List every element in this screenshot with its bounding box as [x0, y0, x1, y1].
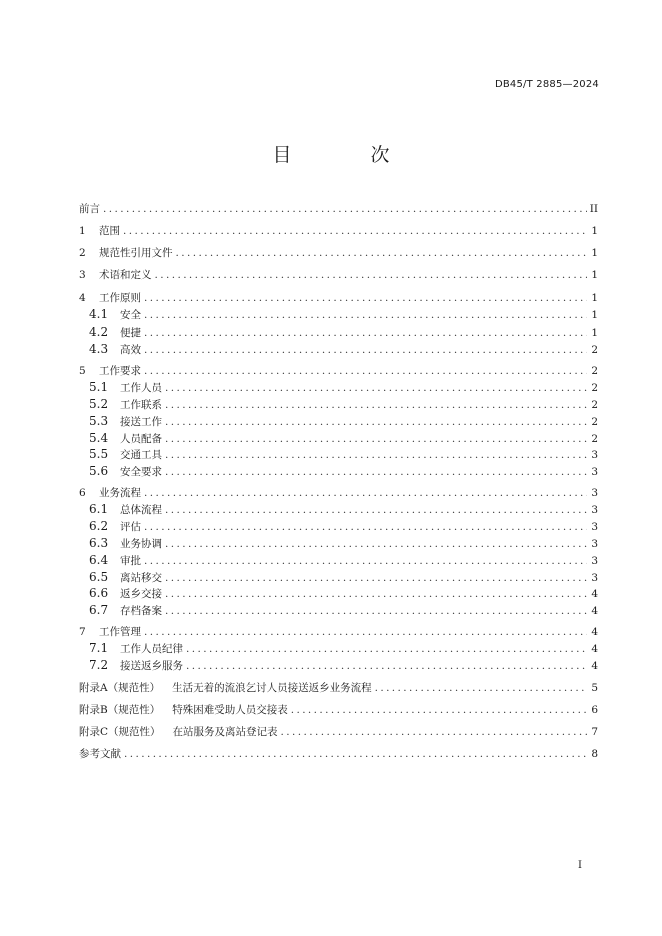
toc-entry-text: 评估: [120, 521, 141, 533]
toc-entry[interactable]: [79, 464, 598, 479]
toc-entry[interactable]: [79, 380, 598, 395]
dot-leader: [155, 269, 588, 281]
toc-entry-label: [79, 290, 141, 305]
toc-entry-number: 6.6: [89, 586, 109, 600]
toc-entry[interactable]: [79, 201, 598, 216]
toc-entry-text: 安全要求: [120, 466, 162, 478]
toc-entry-label: [79, 245, 173, 260]
toc-entry-number: 6: [79, 487, 86, 499]
toc-entry-text: 工作人员: [120, 382, 162, 394]
dot-leader: [186, 660, 587, 672]
toc-entry-text: 离站移交: [120, 572, 162, 584]
toc-entry-number: 5.1: [89, 380, 109, 394]
toc-entry-label: [79, 624, 141, 639]
toc-entry-label: [89, 658, 183, 673]
toc-entry[interactable]: [79, 586, 598, 601]
toc-entry[interactable]: [79, 553, 598, 568]
toc-entry-number: 6.1: [89, 502, 109, 516]
toc-entry-label: [79, 680, 372, 695]
toc-entry-number: 7.1: [89, 641, 109, 655]
toc-entry-page: 2: [591, 344, 598, 356]
toc-entry[interactable]: [79, 680, 598, 695]
toc-entry-number: 附录B（规范性）: [79, 704, 161, 716]
dot-leader: [144, 521, 587, 533]
toc-entry-label: [79, 223, 120, 238]
toc-entry[interactable]: [79, 658, 598, 673]
toc-entry-page: 2: [591, 382, 598, 394]
toc-entry[interactable]: [79, 746, 598, 761]
toc-entry-number: 5.2: [89, 397, 109, 411]
toc-entry-number: 6.2: [89, 519, 109, 533]
toc-entry-text: 范围: [99, 225, 120, 237]
toc-entry-number: 2: [79, 247, 86, 259]
toc-entry-label: [89, 397, 162, 412]
toc-entry-label: [89, 414, 162, 429]
toc-entry-number: 附录A（规范性）: [79, 682, 161, 694]
toc-entry-page: 3: [591, 466, 598, 478]
dot-leader: [144, 487, 587, 499]
toc-entry-label: [89, 447, 162, 462]
toc-entry-label: [89, 641, 183, 656]
toc-entry[interactable]: [79, 342, 598, 357]
dot-leader: [144, 309, 587, 321]
toc-entry-text: 总体流程: [120, 504, 162, 516]
toc-entry-text: 返乡交接: [120, 588, 162, 600]
toc-entry-number: 附录C（规范性）: [79, 726, 161, 738]
toc-entry-text: 生活无着的流浪乞讨人员接送返乡业务流程: [172, 682, 372, 694]
toc-entry-number: 6.4: [89, 553, 109, 567]
toc-entry-text: 存档备案: [120, 605, 162, 617]
toc-entry[interactable]: [79, 431, 598, 446]
toc-entry-label: [89, 325, 141, 340]
toc-entry-text: 参考文献: [79, 748, 121, 760]
toc-entry-number: 3: [79, 269, 86, 281]
toc-entry-page: 3: [591, 504, 598, 516]
dot-leader: [144, 626, 587, 638]
dot-leader: [144, 327, 587, 339]
toc-entry[interactable]: [79, 641, 598, 656]
toc-entry-number: 5.4: [89, 431, 109, 445]
toc-entry-page: 3: [591, 572, 598, 584]
toc-entry[interactable]: [79, 519, 598, 534]
document-code: DB45/T 2885—2024: [494, 79, 599, 90]
toc-entry-text: 术语和定义: [99, 269, 152, 281]
toc-title: 目 次: [272, 144, 420, 166]
toc-entry-text: 规范性引用文件: [99, 247, 173, 259]
toc-entry-number: 7.2: [89, 658, 109, 672]
toc-entry-label: [89, 519, 141, 534]
dot-leader: [144, 344, 587, 356]
toc-entry-text: 高效: [120, 344, 141, 356]
toc-entry-page: 2: [591, 365, 598, 377]
toc-entry[interactable]: [79, 603, 598, 618]
toc-entry[interactable]: [79, 536, 598, 551]
toc-entry-page: 1: [591, 225, 598, 237]
dot-leader: [281, 726, 587, 738]
toc-entry-text: 前言: [79, 203, 100, 215]
toc-entry-text: 工作管理: [99, 626, 141, 638]
toc-entry-page: 3: [591, 555, 598, 567]
toc-entry-label: [89, 342, 141, 357]
toc-entry-text: 审批: [120, 555, 141, 567]
toc-entry-label: [89, 553, 141, 568]
toc-entry-label: [79, 702, 288, 717]
toc-entry-text: 特殊困难受助人员交接表: [172, 704, 288, 716]
toc-entry-text: 交通工具: [120, 449, 162, 461]
toc-entry-page: 1: [591, 247, 598, 259]
toc-entry-label: [89, 502, 162, 517]
dot-leader: [165, 399, 587, 411]
toc-entry-label: [89, 570, 162, 585]
toc-entry[interactable]: [79, 624, 598, 639]
toc-entry-page: 4: [591, 605, 598, 617]
dot-leader: [165, 588, 587, 600]
toc-entry-text: 在站服务及离站登记表: [172, 726, 278, 738]
dot-leader: [375, 682, 587, 694]
toc-entry[interactable]: [79, 447, 598, 462]
toc-entry-page: 4: [591, 643, 598, 655]
toc-entry-page: 4: [591, 660, 598, 672]
toc-entry-label: [89, 431, 162, 446]
toc-entry-label: [79, 363, 141, 378]
toc-entry-label: [79, 485, 141, 500]
toc-entry[interactable]: [79, 290, 598, 305]
toc-entry-text: 便捷: [120, 327, 141, 339]
toc-entry[interactable]: [79, 570, 598, 585]
toc-entry[interactable]: [79, 485, 598, 500]
dot-leader: [165, 466, 587, 478]
toc-entry-text: 人员配备: [120, 433, 162, 445]
toc-entry-text: 业务流程: [99, 487, 141, 499]
toc-entry-label: [79, 724, 278, 739]
dot-leader: [124, 748, 587, 760]
toc-entry-number: 6.3: [89, 536, 109, 550]
toc-entry-number: 4: [79, 292, 86, 304]
toc-entry-text: 接送返乡服务: [120, 660, 183, 672]
toc-entry-page: 1: [591, 269, 598, 281]
toc-entry-number: 7: [79, 626, 86, 638]
toc-entry[interactable]: [79, 267, 598, 282]
toc-entry-number: 4.3: [89, 342, 109, 356]
toc-entry-number: 4.2: [89, 325, 109, 339]
toc-entry[interactable]: [79, 397, 598, 412]
toc-entry-page: 3: [591, 487, 598, 499]
toc-entry-page: 4: [591, 588, 598, 600]
dot-leader: [103, 203, 587, 215]
toc-entry-text: 接送工作: [120, 416, 162, 428]
dot-leader: [165, 504, 587, 516]
toc-entry-page: 1: [591, 292, 598, 304]
dot-leader: [186, 643, 587, 655]
dot-leader: [165, 433, 587, 445]
toc-entry-page: 2: [591, 399, 598, 411]
toc-entry[interactable]: [79, 307, 598, 322]
toc-entry-label: [89, 380, 162, 395]
toc-entry[interactable]: [79, 363, 598, 378]
toc-entry-number: 6.5: [89, 570, 109, 584]
toc-entry-page: 3: [591, 521, 598, 533]
toc-entry-number: 5.6: [89, 464, 109, 478]
dot-leader: [165, 605, 587, 617]
toc-entry-page: II: [589, 203, 598, 215]
toc-entry-text: 工作人员纪律: [120, 643, 183, 655]
toc-entry-page: 7: [591, 726, 598, 738]
toc-entry-page: 2: [591, 433, 598, 445]
dot-leader: [123, 225, 587, 237]
dot-leader: [165, 572, 587, 584]
toc-entry-text: 工作联系: [120, 399, 162, 411]
toc-entry-label: [89, 586, 162, 601]
toc-entry[interactable]: [79, 245, 598, 260]
toc-entry-text: 工作要求: [99, 365, 141, 377]
dot-leader: [165, 538, 587, 550]
dot-leader: [144, 292, 587, 304]
toc-entry-page: 2: [591, 416, 598, 428]
toc-entry[interactable]: [79, 414, 598, 429]
dot-leader: [165, 382, 587, 394]
toc-entry-number: 5.3: [89, 414, 109, 428]
toc-entry-label: [89, 307, 141, 322]
toc-entry[interactable]: [79, 223, 598, 238]
toc-entry-page: 3: [591, 538, 598, 550]
toc-entry-number: 1: [79, 225, 86, 237]
dot-leader: [165, 449, 587, 461]
toc-entry[interactable]: [79, 325, 598, 340]
toc-entry-page: 6: [591, 704, 598, 716]
dot-leader: [144, 365, 587, 377]
dot-leader: [165, 416, 587, 428]
dot-leader: [176, 247, 588, 259]
toc-entry-page: 4: [591, 626, 598, 638]
toc-entry-number: 6.7: [89, 603, 109, 617]
toc-entry-number: 4.1: [89, 307, 109, 321]
toc-entry-label: [89, 464, 162, 479]
dot-leader: [144, 555, 587, 567]
toc-entry[interactable]: [79, 702, 598, 717]
dot-leader: [291, 704, 587, 716]
toc-entry[interactable]: [79, 502, 598, 517]
toc-entry-number: 5.5: [89, 447, 109, 461]
toc-entry-label: [89, 603, 162, 618]
page-number: I: [578, 860, 582, 871]
toc-entry-label: [79, 267, 152, 282]
toc-entry-label: [79, 201, 100, 216]
toc-entry-page: 1: [591, 327, 598, 339]
toc-entry-text: 工作原则: [99, 292, 141, 304]
toc-entry-page: 3: [591, 449, 598, 461]
toc-entry-page: 1: [591, 309, 598, 321]
toc-entry-page: 8: [591, 748, 598, 760]
toc-entry-text: 安全: [120, 309, 141, 321]
toc-entry[interactable]: [79, 724, 598, 739]
toc-entry-text: 业务协调: [120, 538, 162, 550]
toc-entry-label: [79, 746, 121, 761]
toc-entry-label: [89, 536, 162, 551]
toc-entry-page: 5: [591, 682, 598, 694]
toc-entry-number: 5: [79, 365, 86, 377]
